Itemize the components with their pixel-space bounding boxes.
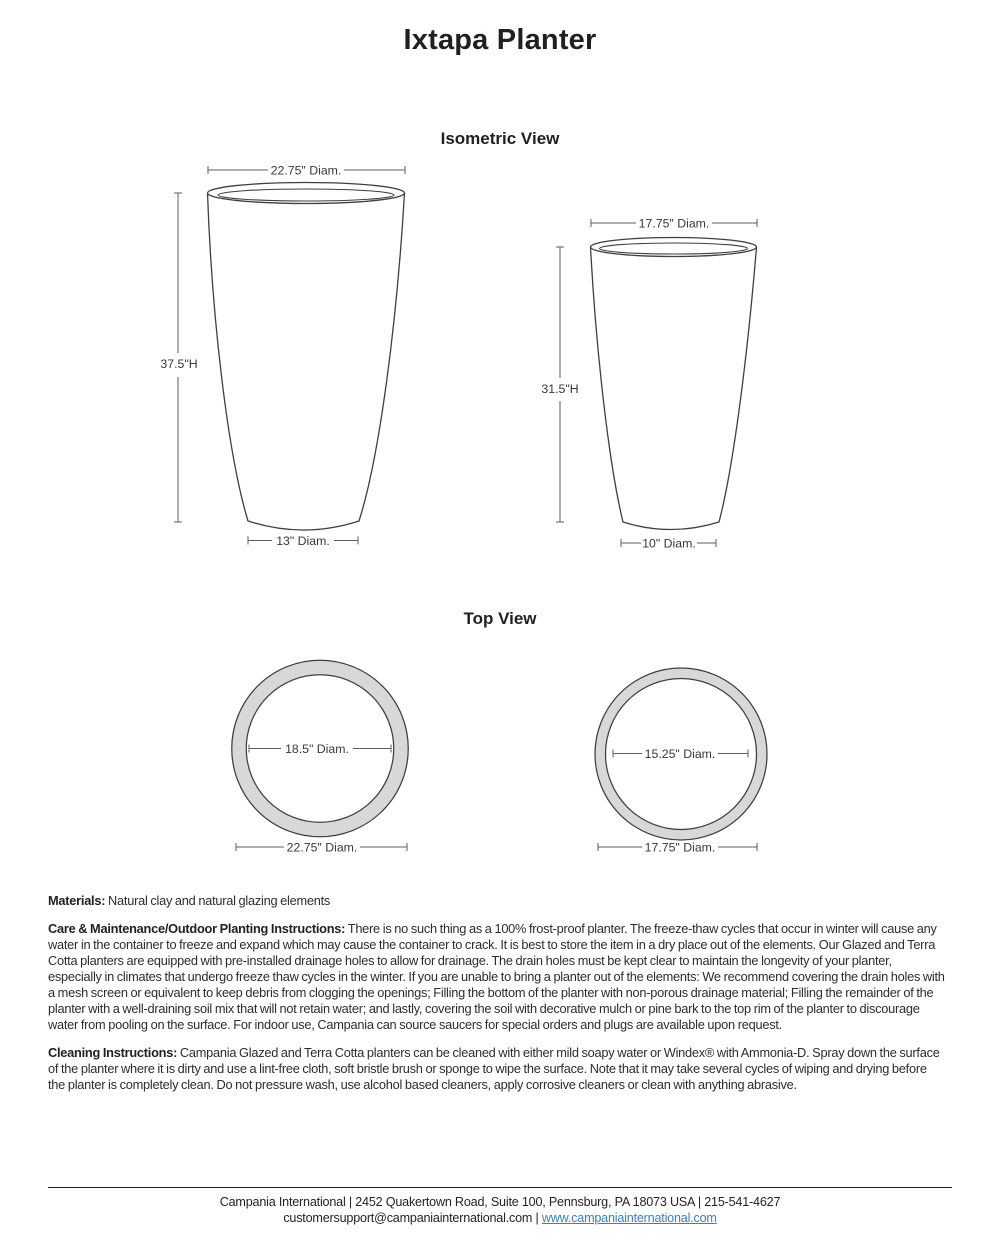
page-title: Ixtapa Planter xyxy=(403,24,597,56)
large-planter-rim-inner xyxy=(218,189,394,201)
small-planter-height-dim-label: 31.5"H xyxy=(541,382,579,396)
large-planter-height-dim xyxy=(160,193,197,522)
small-planter-body xyxy=(591,247,757,530)
large-planter-top-dim xyxy=(208,164,405,178)
technical-drawings xyxy=(0,155,1000,870)
materials-label: Materials: xyxy=(48,893,106,908)
small-planter-drawing xyxy=(591,238,757,530)
small-planter-rim-inner xyxy=(600,243,748,254)
top-view-small-outer-dim xyxy=(598,841,757,855)
large-planter-bottom-dim xyxy=(248,534,358,548)
footer-divider xyxy=(48,1187,952,1188)
care-text: There is no such thing as a 100% frost-proof planter. The freeze-thaw cycles that occur in winter will cause any water in the container to freeze and expand which may cause the container to crack. It is best to store the item in a dry place out of the elements. Our Glazed and Terra Cotta planters are equipped with pre-installed drainage holes to allow for drainage. The drain holes must be kept clear to maintain the longevity of your planter, especially in climates that undergo freeze thaw cycles in the winter. If you are unable to bring a planter out of the elements: We recommend covering the drain holes with a mesh screen or equivalent to keep debris from clogging the openings; Filling the bottom of the planter with non-porous drainage material; Filling the remainder of the planter with a well-draining soil mix that will not retain water; and lastly, covering the soil with decorative mulch or pine bark to the top rim of the planter to discourage water from pooling on the surface. For indoor use, Campania can source saucers for special orders and plugs are available upon request. xyxy=(48,920,945,1033)
small-planter-bottom-dim-label: 10" Diam. xyxy=(642,536,696,551)
large-planter-height-dim-label: 37.5"H xyxy=(160,357,198,371)
footer-contact xyxy=(0,1211,1000,1225)
cleaning-paragraph xyxy=(48,1045,946,1093)
large-planter-top-dim-label: 22.75" Diam. xyxy=(270,163,342,178)
top-view-large-outer-dim xyxy=(236,841,407,855)
top-view-large-inner-dim-label: 18.5" Diam. xyxy=(285,742,349,756)
large-planter-body xyxy=(208,193,405,530)
care-paragraph xyxy=(48,921,946,1034)
large-planter-bottom-dim-label: 13" Diam. xyxy=(276,534,330,548)
top-view-large-outer-dim-label: 22.75" Diam. xyxy=(286,840,358,855)
large-planter-rim-outer xyxy=(208,183,405,204)
top-view-heading: Top View xyxy=(463,609,537,628)
isometric-view-heading: Isometric View xyxy=(440,129,560,148)
top-view-small-inner-dim-label: 15.25" Diam. xyxy=(644,747,716,761)
cleaning-label: Cleaning Instructions: xyxy=(48,1044,178,1060)
small-planter-top-dim-label: 17.75" Diam. xyxy=(638,216,710,231)
materials-text: Natural clay and natural glazing elements xyxy=(105,893,331,908)
small-planter-height-dim xyxy=(541,247,578,522)
footer-separator: | xyxy=(532,1211,542,1225)
cleaning-text: Campania Glazed and Terra Cotta planters can be cleaned with either mild soapy water or Windex® with Ammonia-D. Spray down the surface of the planter where it is dirty and use a lint-free cloth, soft bristle brush or sponge to wipe the surface. Note that it may take several cycles of wiping and drying before the planter is completely clean. Do not pressure wash, use alcohol based cleaners, apply corrosive cleaners or clean with anything abrasive. xyxy=(48,1044,940,1092)
footer-email: customersupport@campaniainternational.com xyxy=(283,1211,533,1225)
details-section xyxy=(48,893,946,1105)
materials-paragraph xyxy=(48,893,946,909)
footer-address: Campania International | 2452 Quakertown Road, Suite 100, Pennsburg, PA 18073 USA | 215-541-4627 xyxy=(219,1195,781,1209)
small-planter-top-dim xyxy=(591,217,757,231)
large-planter-drawing xyxy=(208,183,405,531)
small-planter-bottom-dim xyxy=(621,537,716,551)
website-link[interactable]: www.campaniainternational.com xyxy=(541,1211,717,1225)
top-view-small-outer-dim-label: 17.75" Diam. xyxy=(644,840,716,855)
care-label: Care & Maintenance/Outdoor Planting Instructions: xyxy=(48,920,346,936)
